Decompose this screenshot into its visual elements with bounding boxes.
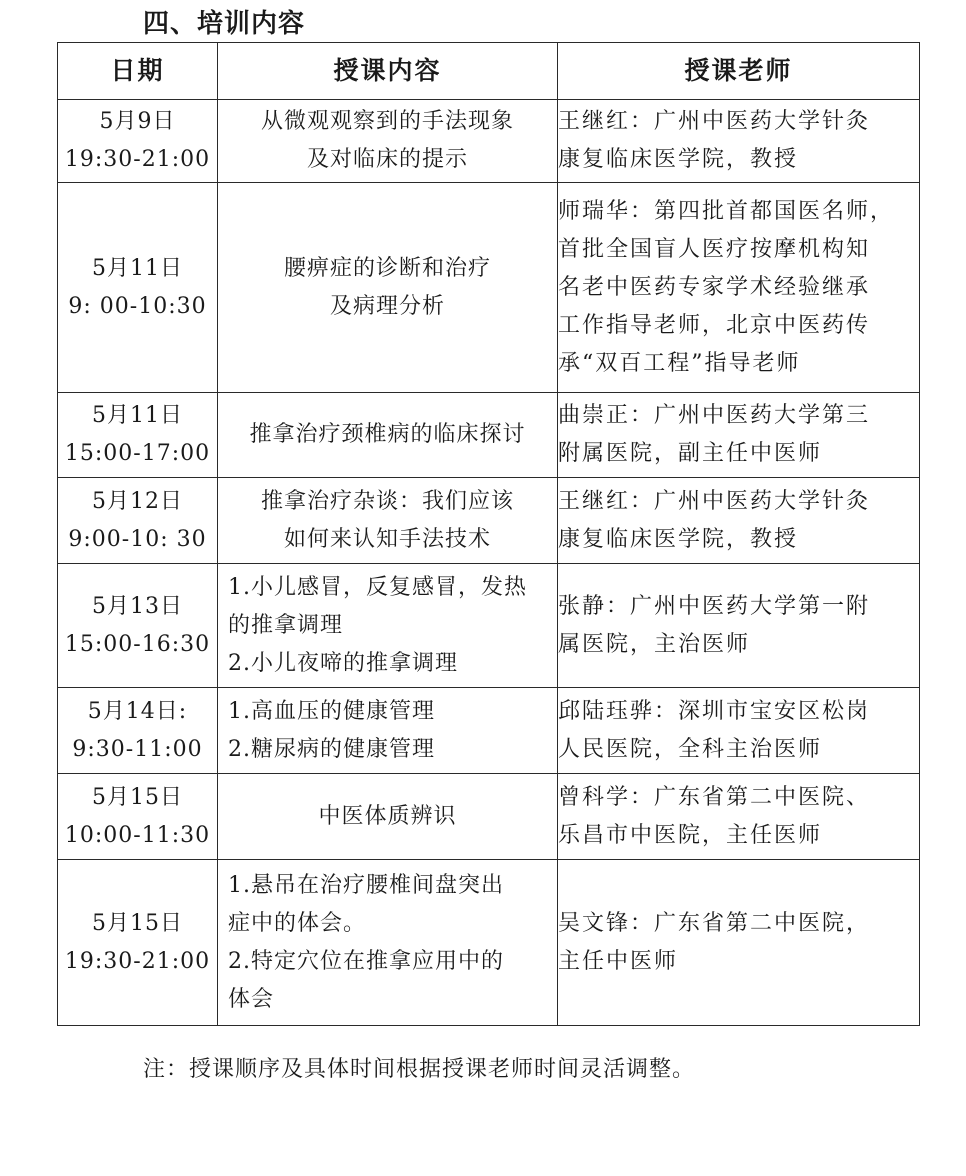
teacher-line: 名老中医药专家学术经验继承 bbox=[558, 274, 871, 300]
date-day: 5月9日 bbox=[99, 109, 176, 134]
teacher-line: 曾科学：广东省第二中医院、 bbox=[558, 784, 871, 810]
table-row bbox=[58, 860, 920, 1026]
teacher-line: 人民医院，全科主治医师 bbox=[558, 736, 823, 762]
content-line: 的推拿调理 bbox=[228, 612, 344, 638]
teacher-line: 主任中医师 bbox=[558, 948, 679, 974]
date-cell bbox=[58, 774, 218, 860]
teacher-line: 王继红：广州中医药大学针灸 bbox=[558, 488, 871, 514]
teacher-line: 首批全国盲人医疗按摩机构知 bbox=[558, 236, 871, 262]
table-row bbox=[58, 100, 920, 183]
date-time: 9:30-11:00 bbox=[72, 736, 203, 762]
date-day: 5月14日: bbox=[87, 698, 188, 724]
teacher-line: 康复临床医学院，教授 bbox=[558, 526, 799, 552]
date-day: 5月13日 bbox=[92, 593, 183, 619]
date-day: 5月11日 bbox=[92, 255, 183, 281]
content-cell bbox=[218, 183, 558, 393]
date-cell bbox=[58, 860, 218, 1026]
teacher-line: 附属医院，副主任中医师 bbox=[558, 441, 823, 466]
content-line: 1.悬吊在治疗腰椎间盘突出 bbox=[228, 872, 504, 898]
teacher-cell bbox=[558, 183, 920, 393]
teacher-cell bbox=[558, 564, 920, 688]
content-line: 及病理分析 bbox=[329, 293, 445, 319]
table-row bbox=[58, 564, 920, 688]
date-cell bbox=[58, 478, 218, 564]
date-day: 5月11日 bbox=[92, 403, 183, 428]
teacher-line: 康复临床医学院，教授 bbox=[558, 147, 799, 172]
teacher-line: 吴文锋：广东省第二中医院， bbox=[558, 910, 871, 936]
content-line: 症中的体会。 bbox=[228, 910, 367, 936]
content-line: 腰痹症的诊断和治疗 bbox=[283, 255, 491, 281]
teacher-cell bbox=[558, 478, 920, 564]
content-line: 2.小儿夜啼的推拿调理 bbox=[228, 650, 458, 676]
content-cell bbox=[218, 774, 558, 860]
teacher-cell bbox=[558, 860, 920, 1026]
teacher-line: 王继红：广州中医药大学针灸 bbox=[558, 109, 871, 134]
content-line: 2.特定穴位在推拿应用中的 bbox=[228, 948, 504, 974]
date-day: 5月15日 bbox=[92, 784, 183, 810]
content-cell bbox=[218, 688, 558, 774]
teacher-line: 师瑞华：第四批首都国医名师， bbox=[558, 198, 895, 224]
table-header-row bbox=[58, 43, 920, 100]
content-cell bbox=[218, 860, 558, 1026]
date-day: 5月12日 bbox=[92, 488, 183, 514]
teacher-cell bbox=[558, 688, 920, 774]
date-cell bbox=[58, 393, 218, 478]
training-schedule-table bbox=[57, 42, 920, 1026]
teacher-line: 乐昌市中医院，主任医师 bbox=[558, 822, 823, 848]
date-time: 15:00-17:00 bbox=[64, 441, 211, 466]
content-line: 从微观观察到的手法现象 bbox=[260, 109, 514, 134]
content-line: 如何来认知手法技术 bbox=[283, 526, 491, 552]
date-time: 15:00-16:30 bbox=[64, 631, 211, 657]
footnote: 注：授课顺序及具体时间根据授课老师时间灵活调整。 bbox=[143, 1057, 696, 1082]
header-date: 日期 bbox=[58, 43, 218, 100]
content-line: 2.糖尿病的健康管理 bbox=[228, 736, 435, 762]
teacher-line: 承“双百工程”指导老师 bbox=[558, 350, 801, 376]
header-content: 授课内容 bbox=[218, 43, 558, 100]
date-cell bbox=[58, 688, 218, 774]
date-cell bbox=[58, 564, 218, 688]
content-line: 推拿治疗杂谈：我们应该 bbox=[260, 488, 514, 514]
teacher-line: 属医院，主治医师 bbox=[558, 631, 751, 657]
teacher-line: 邱陆珏骅：深圳市宝安区松岗 bbox=[558, 698, 871, 724]
date-cell bbox=[58, 183, 218, 393]
teacher-line: 曲崇正：广州中医药大学第三 bbox=[558, 403, 871, 428]
date-time: 19:30-21:00 bbox=[64, 147, 211, 172]
teacher-cell bbox=[558, 393, 920, 478]
date-time: 9:00-10: 30 bbox=[68, 526, 207, 552]
table-row bbox=[58, 183, 920, 393]
content-line: 体会 bbox=[228, 986, 275, 1012]
table-row bbox=[58, 774, 920, 860]
content-line: 及对临床的提示 bbox=[306, 147, 468, 172]
content-line: 中医体质辨识 bbox=[318, 803, 457, 829]
content-cell bbox=[218, 393, 558, 478]
teacher-line: 张静：广州中医药大学第一附 bbox=[558, 593, 871, 619]
table-row bbox=[58, 393, 920, 478]
teacher-line: 工作指导老师，北京中医药传 bbox=[558, 312, 871, 338]
content-line: 1.高血压的健康管理 bbox=[228, 698, 435, 724]
content-cell bbox=[218, 100, 558, 183]
content-cell bbox=[218, 478, 558, 564]
content-line: 推拿治疗颈椎病的临床探讨 bbox=[249, 422, 526, 447]
table-row bbox=[58, 478, 920, 564]
content-cell bbox=[218, 564, 558, 688]
table-row bbox=[58, 688, 920, 774]
date-time: 19:30-21:00 bbox=[64, 948, 211, 974]
teacher-cell bbox=[558, 774, 920, 860]
content-line: 1.小儿感冒，反复感冒，发热 bbox=[228, 574, 527, 600]
date-time: 10:00-11:30 bbox=[64, 822, 211, 848]
date-cell bbox=[58, 100, 218, 183]
date-time: 9: 00-10:30 bbox=[68, 293, 207, 319]
header-teacher: 授课老师 bbox=[558, 43, 920, 100]
date-day: 5月15日 bbox=[92, 910, 183, 936]
section-title: 四、培训内容 bbox=[143, 9, 306, 39]
teacher-cell bbox=[558, 100, 920, 183]
